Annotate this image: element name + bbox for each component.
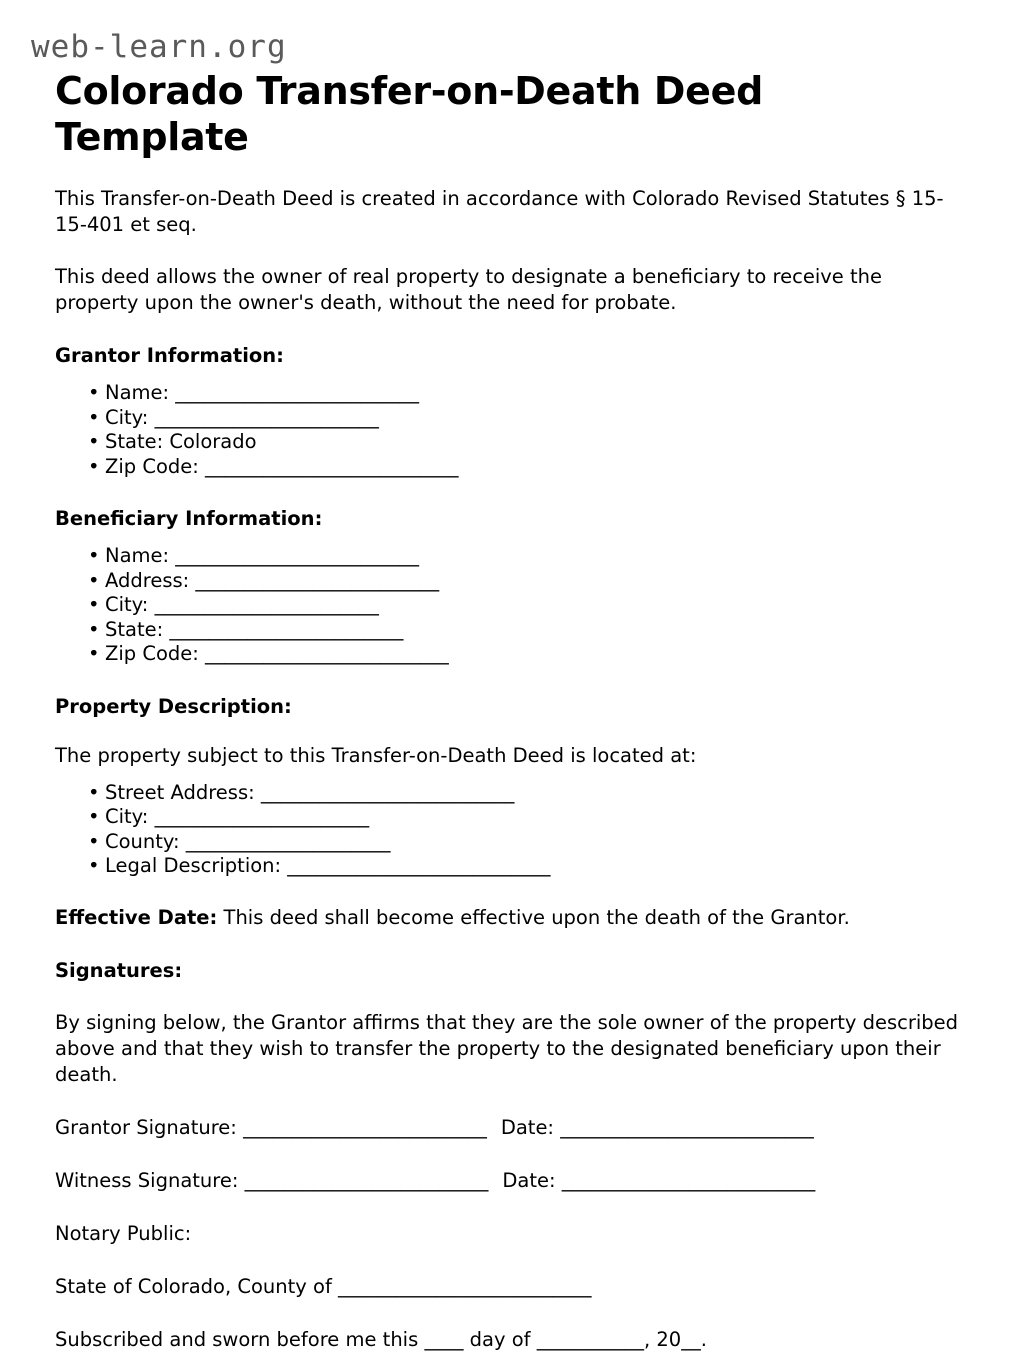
witness-date-label: Date: [502, 1168, 556, 1192]
field-blank[interactable]: _________________________ [169, 381, 420, 405]
property-location-intro: The property subject to this Transfer-on-Death Deed is located at: [55, 743, 697, 767]
sworn-day-blank[interactable]: ____ [424, 1327, 464, 1351]
field-blank[interactable]: _________________________ [198, 642, 449, 666]
list-item [55, 455, 965, 480]
field-value: Colorado [163, 430, 257, 454]
notary-public-heading: Notary Public: [55, 1221, 192, 1245]
list-item [55, 805, 965, 830]
field-label: Zip Code: [105, 642, 199, 666]
grantor-information-heading: Grantor Information: [55, 344, 284, 368]
grantor-signature-label: Grantor Signature: [55, 1115, 237, 1139]
effective-date-label: Effective Date: [55, 905, 218, 929]
field-blank[interactable]: __________________________ [198, 454, 459, 478]
field-blank[interactable]: _________________________ [169, 544, 420, 568]
intro-paragraph-purpose: This deed allows the owner of real property to designate a beneficiary to receive the property upon the owner's death, without the need for probate. [55, 265, 882, 315]
field-label: Legal Description: [105, 854, 282, 878]
list-item [55, 781, 965, 806]
field-blank[interactable]: ___________________________ [281, 854, 551, 878]
field-blank[interactable]: _____________________ [179, 829, 391, 853]
field-label: Zip Code: [105, 454, 199, 478]
list-item [55, 830, 965, 855]
effective-date-text: This deed shall become effective upon the death of the Grantor. [217, 905, 850, 929]
grantor-date-blank[interactable]: __________________________ [554, 1115, 814, 1139]
intro-paragraph-statute: This Transfer-on-Death Deed is created in accordance with Colorado Revised Statutes § 15-15-401 et seq. [55, 187, 944, 237]
field-label: Address: [105, 568, 190, 592]
page-title: Colorado Transfer-on-Death Deed Template [55, 68, 763, 159]
list-item [55, 593, 965, 618]
field-label: City: [105, 593, 149, 617]
field-blank[interactable]: _________________________ [189, 568, 440, 592]
notary-state-county-row [55, 1274, 965, 1300]
effective-date-paragraph [55, 905, 960, 931]
sworn-month-blank[interactable]: ___________ [536, 1327, 644, 1351]
field-label: City: [105, 405, 149, 429]
beneficiary-information-heading: Beneficiary Information: [55, 507, 323, 531]
witness-signature-label: Witness Signature: [55, 1168, 239, 1192]
field-label: County: [105, 829, 180, 853]
sworn-text-part-1: Subscribed and sworn before me this [55, 1327, 425, 1351]
field-blank[interactable]: ______________________ [148, 805, 370, 829]
sworn-text-part-2: day of [463, 1327, 537, 1351]
field-blank[interactable]: _______________________ [148, 593, 379, 617]
field-label: State: [105, 430, 164, 454]
notary-state-county-label: State of Colorado, County of [55, 1274, 332, 1298]
grantor-signature-blank[interactable]: _________________________ [236, 1115, 487, 1139]
list-item [55, 642, 965, 667]
list-item [55, 544, 965, 569]
field-label: State: [105, 617, 164, 641]
field-blank[interactable]: ________________________ [163, 617, 404, 641]
property-description-heading: Property Description: [55, 694, 292, 718]
list-item [55, 618, 965, 643]
field-blank[interactable]: __________________________ [254, 780, 515, 804]
list-item [55, 569, 965, 594]
signature-affirmation-paragraph: By signing below, the Grantor affirms that they are the sole owner of the property described above and that they wish to transfer the property to the designated beneficiary upon their death. [55, 1010, 959, 1086]
property-field-list [55, 781, 965, 879]
field-blank[interactable]: _______________________ [148, 405, 379, 429]
site-watermark: web-learn.org [31, 29, 287, 65]
witness-signature-row [55, 1168, 965, 1194]
field-label: Name: [105, 381, 170, 405]
grantor-signature-row [55, 1115, 965, 1141]
field-label: Name: [105, 544, 170, 568]
field-label: Street Address: [105, 780, 255, 804]
field-label: City: [105, 805, 149, 829]
list-item [55, 381, 965, 406]
witness-date-blank[interactable]: __________________________ [555, 1168, 816, 1192]
beneficiary-field-list [55, 544, 965, 667]
grantor-date-label: Date: [500, 1115, 555, 1139]
list-item [55, 406, 965, 431]
witness-signature-blank[interactable]: _________________________ [238, 1168, 489, 1192]
notary-sworn-row [55, 1327, 965, 1353]
list-item [55, 854, 965, 879]
grantor-field-list [55, 381, 965, 479]
sworn-text-part-3: , 20__. [643, 1327, 707, 1351]
notary-county-blank[interactable]: __________________________ [331, 1274, 592, 1298]
list-item [55, 430, 965, 455]
signatures-heading: Signatures: [55, 958, 183, 982]
